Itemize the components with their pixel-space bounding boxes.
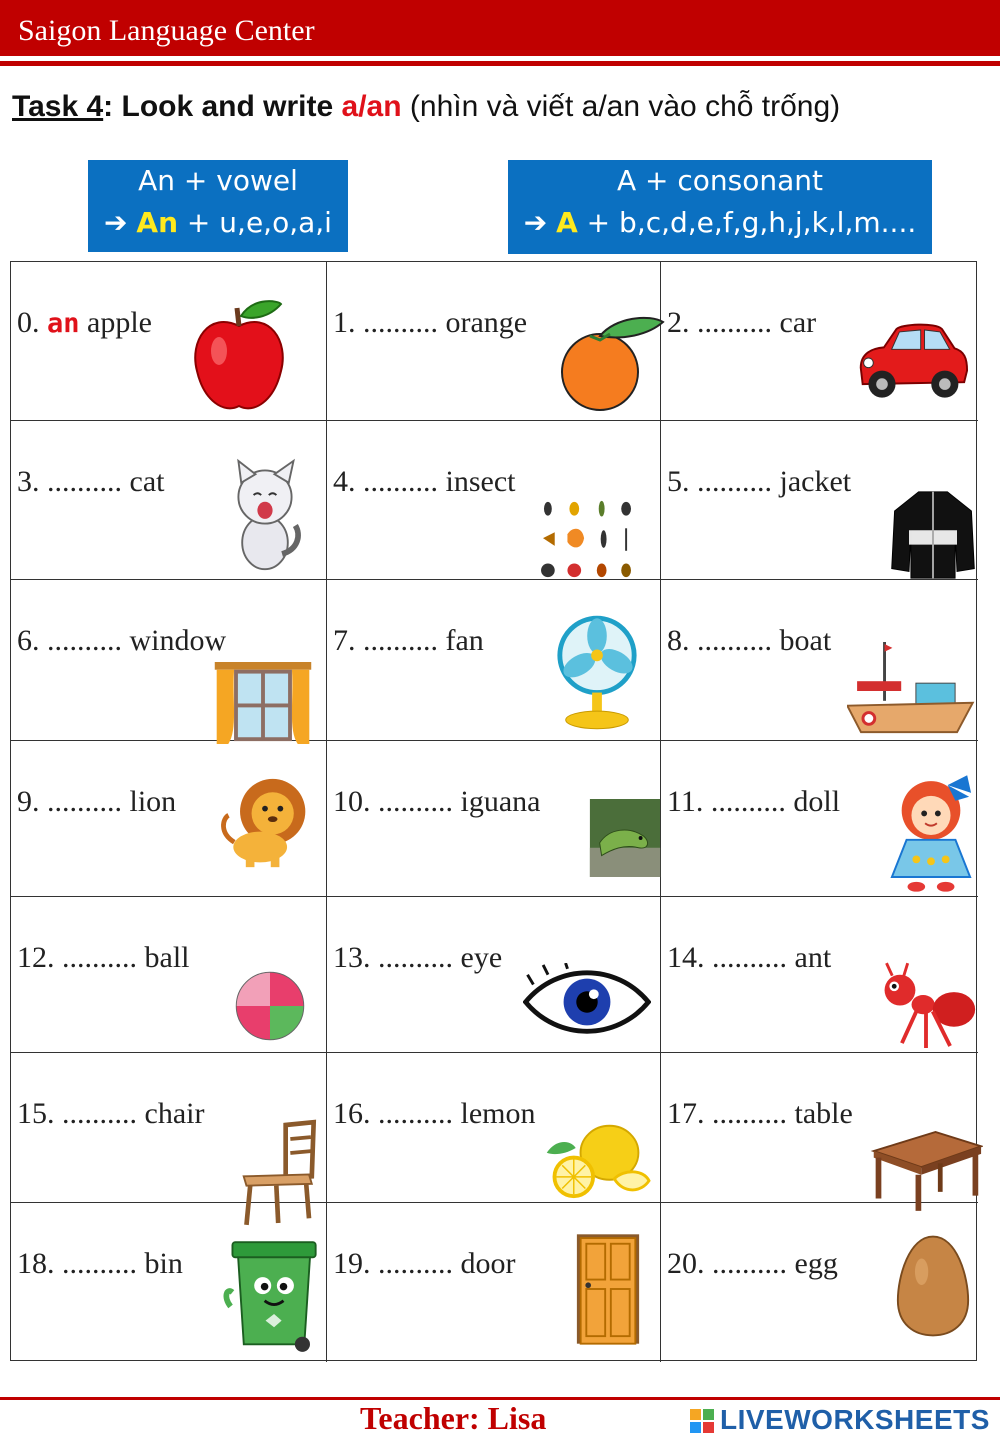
arrow-icon: ➔ [523, 206, 548, 239]
item-word: lemon [460, 1097, 536, 1130]
exercise-label [17, 941, 190, 975]
answer-blank[interactable]: .......... [378, 941, 453, 974]
rule-an-line2 [88, 202, 348, 244]
item-number: 0. [17, 306, 40, 339]
jacket-icon [889, 487, 977, 583]
item-number: 8. [667, 624, 690, 657]
ball-icon [233, 969, 307, 1043]
exercise-cell [11, 580, 327, 741]
item-word: doll [793, 785, 841, 818]
door-icon [575, 1231, 641, 1347]
answer-blank[interactable]: .......... [363, 306, 438, 339]
rule-an-keyword: An [136, 206, 179, 239]
exercise-label [667, 306, 816, 340]
task-label: Task 4 [12, 90, 104, 123]
item-word: cat [129, 465, 165, 498]
exercise-cell [11, 1203, 327, 1362]
exercise-cell [327, 1053, 661, 1203]
item-number: 6. [17, 624, 40, 657]
task-title [12, 90, 840, 124]
exercise-label [667, 465, 851, 499]
apple-icon [189, 296, 289, 416]
rule-an-rest: + u,e,o,a,i [178, 206, 332, 239]
rule-a-rest: + b,c,d,e,f,g,h,j,k,l,m.... [577, 206, 917, 239]
item-word: window [129, 624, 227, 657]
item-word: fan [445, 624, 484, 657]
boat-icon [847, 642, 975, 740]
exercise-label [333, 1247, 516, 1281]
item-number: 9. [17, 785, 40, 818]
item-word: jacket [779, 465, 852, 498]
answer-blank[interactable]: .......... [62, 941, 137, 974]
insects-icon [533, 497, 641, 585]
item-number: 11. [667, 785, 704, 818]
item-number: 16. [333, 1097, 371, 1130]
example-answer: an [47, 308, 80, 339]
item-word: apple [87, 306, 152, 339]
item-word: car [779, 306, 817, 339]
liveworksheets-logo [690, 1404, 990, 1440]
rule-a-line2 [508, 202, 932, 244]
exercise-label [333, 465, 515, 499]
exercise-cell [327, 897, 661, 1053]
exercise-cell [327, 741, 661, 897]
answer-blank[interactable]: .......... [712, 1247, 787, 1280]
exercise-label [667, 941, 831, 975]
item-word: egg [794, 1247, 838, 1280]
exercise-label [17, 1097, 204, 1131]
answer-blank[interactable]: .......... [697, 465, 772, 498]
task-highlight: a/an [341, 90, 402, 123]
lemon-icon [537, 1119, 653, 1201]
exercise-cell [661, 580, 978, 741]
answer-blank[interactable]: .......... [378, 1097, 453, 1130]
answer-blank[interactable]: .......... [363, 465, 438, 498]
doll-icon [887, 771, 975, 894]
exercise-cell [661, 1053, 978, 1203]
exercise-cell [11, 741, 327, 897]
item-word: chair [144, 1097, 205, 1130]
item-number: 5. [667, 465, 690, 498]
answer-blank[interactable]: .......... [363, 624, 438, 657]
item-number: 15. [17, 1097, 55, 1130]
item-word: ball [144, 941, 190, 974]
exercise-label [667, 785, 840, 819]
answer-blank[interactable]: .......... [47, 624, 122, 657]
exercise-label [333, 624, 484, 658]
ant-icon [873, 961, 979, 1053]
exercise-label [17, 306, 152, 340]
item-word: door [460, 1247, 516, 1280]
header-bar [0, 0, 1000, 56]
exercise-cell [327, 262, 661, 421]
answer-blank[interactable]: .......... [62, 1097, 137, 1130]
item-number: 3. [17, 465, 40, 498]
exercise-cell [661, 262, 978, 421]
exercise-cell [11, 421, 327, 580]
item-number: 10. [333, 785, 371, 818]
window-icon [213, 662, 313, 744]
exercise-label [17, 624, 226, 658]
answer-blank[interactable]: .......... [712, 1097, 787, 1130]
exercise-cell [11, 897, 327, 1053]
header-divider [0, 61, 1000, 66]
item-word: iguana [460, 785, 541, 818]
exercise-cell [327, 421, 661, 580]
answer-blank[interactable]: .......... [697, 624, 772, 657]
fan-icon [553, 614, 641, 732]
exercise-label [667, 1247, 838, 1281]
exercise-label [17, 785, 176, 819]
item-word: boat [779, 624, 832, 657]
item-number: 20. [667, 1247, 705, 1280]
exercise-label [333, 785, 540, 819]
answer-blank[interactable]: .......... [62, 1247, 137, 1280]
item-number: 4. [333, 465, 356, 498]
eye-icon [523, 963, 651, 1041]
rule-a-keyword: A [556, 206, 578, 239]
item-number: 7. [333, 624, 356, 657]
item-number: 19. [333, 1247, 371, 1280]
answer-blank[interactable]: .......... [378, 785, 453, 818]
exercise-label [333, 941, 502, 975]
item-word: ant [794, 941, 832, 974]
teacher-name: Teacher: Lisa [360, 1400, 547, 1436]
exercise-cell [11, 262, 327, 421]
item-word: eye [460, 941, 503, 974]
rule-an-line1: An + vowel [138, 164, 298, 197]
iguana-icon [589, 799, 661, 877]
exercise-label [333, 1097, 536, 1131]
exercise-label [667, 624, 831, 658]
table-icon [869, 1127, 983, 1213]
exercise-label [17, 465, 164, 499]
arrow-icon: ➔ [104, 206, 128, 239]
answer-blank[interactable]: .......... [712, 941, 787, 974]
task-instruction: : Look and write [103, 90, 342, 123]
lion-icon [217, 775, 313, 871]
answer-blank[interactable]: .......... [47, 785, 122, 818]
exercise-cell [661, 897, 978, 1053]
item-number: 13. [333, 941, 371, 974]
liveworksheets-icon [690, 1409, 714, 1433]
exercise-label [17, 1247, 183, 1281]
exercise-cell [661, 741, 978, 897]
item-number: 1. [333, 306, 356, 339]
exercise-cell [11, 1053, 327, 1203]
answer-blank[interactable]: .......... [378, 1247, 453, 1280]
answer-blank[interactable]: .......... [47, 465, 122, 498]
egg-icon [895, 1233, 971, 1339]
exercise-label [667, 1097, 853, 1131]
exercise-cell [327, 580, 661, 741]
task-note: (nhìn và viết a/an vào chỗ trống) [401, 90, 841, 123]
item-number: 18. [17, 1247, 55, 1280]
rule-box-an [88, 160, 348, 252]
cat-icon [227, 457, 303, 575]
exercise-cell [327, 1203, 661, 1362]
item-word: orange [445, 306, 528, 339]
item-number: 17. [667, 1097, 705, 1130]
item-number: 2. [667, 306, 690, 339]
item-number: 14. [667, 941, 705, 974]
exercise-grid [10, 261, 977, 1361]
exercise-label [333, 306, 527, 340]
center-name: Saigon Language Center [18, 14, 315, 47]
item-number: 12. [17, 941, 55, 974]
answer-blank[interactable]: .......... [710, 785, 786, 818]
answer-blank[interactable]: .......... [697, 306, 772, 339]
exercise-cell [661, 421, 978, 580]
item-word: insect [445, 465, 516, 498]
rule-box-a [508, 160, 932, 254]
exercise-cell [661, 1203, 978, 1362]
orange-icon [555, 312, 665, 412]
item-word: table [794, 1097, 853, 1130]
item-word: lion [129, 785, 177, 818]
car-icon [853, 314, 969, 402]
rule-a-line1: A + consonant [616, 164, 824, 197]
item-word: bin [144, 1247, 183, 1280]
liveworksheets-text: LIVEWORKSHEETS [720, 1404, 990, 1435]
bin-icon [223, 1239, 327, 1355]
